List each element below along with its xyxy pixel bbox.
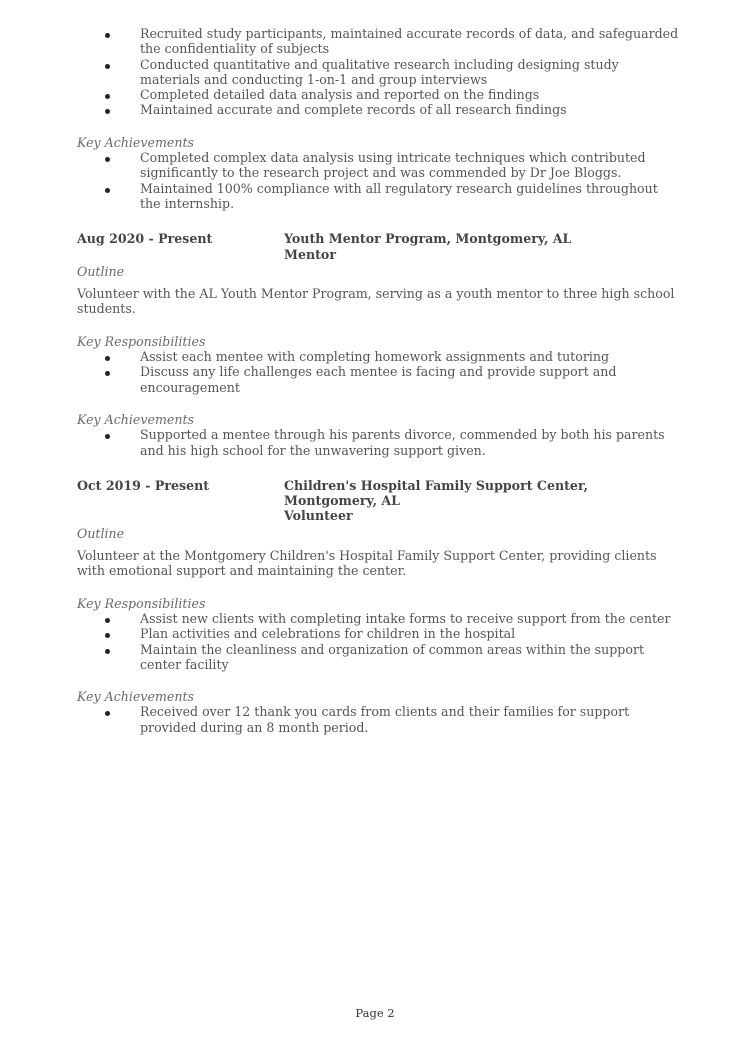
experience-entry-youth-mentor: [77, 231, 682, 458]
entry-header: [77, 478, 682, 524]
outline-text: Volunteer with the AL Youth Mentor Program, serving as a youth mentor to three high school students.: [77, 286, 675, 317]
achievements-list: [77, 427, 682, 458]
page-number: Page 2: [355, 1006, 395, 1020]
list-item: Assist new clients with completing intake forms to receive support from the center: [77, 611, 682, 626]
list-item: Conducted quantitative and qualitative research including designing study materials and conducting 1-on-1 and group interviews: [77, 57, 682, 88]
entry-org-block: [284, 478, 682, 524]
key-achievements-label: Key Achievements: [77, 411, 194, 427]
entry-date: Aug 2020 - Present: [77, 231, 213, 247]
list-item: Received over 12 thank you cards from clients and their families for support provided during an 8 month period.: [77, 704, 682, 735]
list-item: Assist each mentee with completing homework assignments and tutoring: [77, 349, 682, 364]
key-responsibilities-label: Key Responsibilities: [77, 595, 206, 611]
list-item: Supported a mentee through his parents divorce, commended by both his parents and his high school for the unwavering support given.: [77, 427, 682, 458]
responsibilities-list: [77, 611, 682, 672]
entry-organization: Children's Hospital Family Support Center, Montgomery, AL: [284, 477, 589, 509]
intro-responsibilities-list: [77, 26, 682, 118]
entry-role: Volunteer: [284, 508, 353, 524]
list-item: Maintained 100% compliance with all regulatory research guidelines throughout the internship.: [77, 181, 682, 212]
list-item: Maintain the cleanliness and organization of common areas within the support center facility: [77, 642, 682, 673]
entry-date: Oct 2019 - Present: [77, 477, 210, 493]
intro-achievements-list: [77, 150, 682, 211]
achievements-list: [77, 704, 682, 735]
key-achievements-label: Key Achievements: [77, 134, 194, 150]
outline-label: Outline: [77, 263, 125, 279]
responsibilities-list: [77, 349, 682, 395]
entry-organization: Youth Mentor Program, Montgomery, AL: [284, 231, 572, 247]
key-responsibilities-label: Key Responsibilities: [77, 333, 206, 349]
experience-entry-family-support: [77, 478, 682, 735]
list-item: Discuss any life challenges each mentee is facing and provide support and encouragement: [77, 364, 682, 395]
entry-role: Mentor: [284, 246, 336, 262]
list-item: Maintained accurate and complete records of all research findings: [77, 102, 682, 117]
outline-text: Volunteer at the Montgomery Children's Hospital Family Support Center, providing clients with emotional support and maintaining the center.: [77, 548, 657, 579]
list-item: Recruited study participants, maintained accurate records of data, and safeguarded the confidentiality of subjects: [77, 26, 682, 57]
resume-content: [77, 26, 682, 735]
list-item: Plan activities and celebrations for children in the hospital: [77, 626, 682, 641]
entry-org-block: [284, 231, 682, 262]
list-item: Completed complex data analysis using intricate techniques which contributed significantly to the research project and was commended by Dr Joe Bloggs.: [77, 150, 682, 181]
key-achievements-label: Key Achievements: [77, 689, 194, 705]
outline-label: Outline: [77, 525, 125, 541]
list-item: Completed detailed data analysis and reported on the findings: [77, 87, 682, 102]
entry-header: [77, 231, 682, 262]
